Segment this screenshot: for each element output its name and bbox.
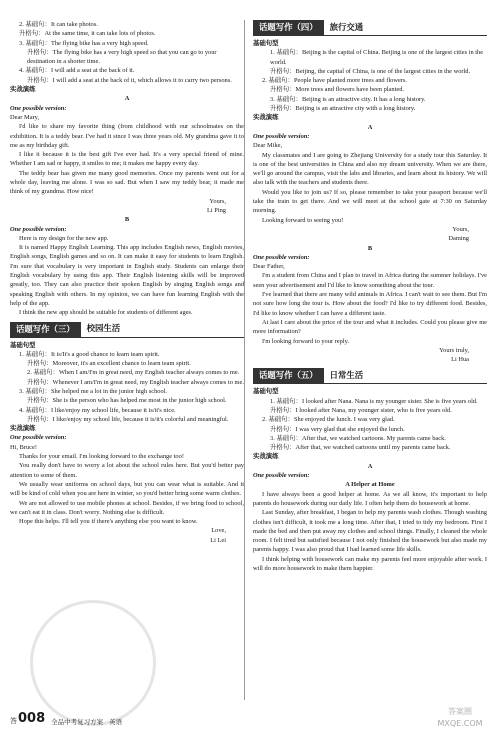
text-line: 2. 基础句：When I am/I'm in great need, my English teacher always comes to me.	[27, 369, 240, 377]
section-header-4	[253, 20, 487, 36]
text-line: I have always been a good helper at home. As we all know, it's important to help parents do housework during our daily life. I often help them do housework at home.	[253, 490, 487, 507]
text-line: 升格句：I like/enjoy my school life, because it is/it's colorful and meaningful.	[27, 415, 229, 423]
text-line: Love,	[211, 527, 226, 535]
text-line: My classmates and I are going to Zhejiang University for a study tour this Saturday. It is one of the best universities in China and also my dream university. When we are there, we'll go around the campus, visit the labs and libraries, and learn about its history. We will also talk with the teachers and students there.	[253, 151, 487, 187]
section-tag: 话题写作（三）	[10, 322, 81, 337]
left-column	[10, 20, 244, 545]
section-subtitle: 校园生活	[86, 323, 121, 334]
possible-version-label: One possible version:	[253, 472, 310, 480]
possible-version-label: One possible version:	[10, 225, 67, 233]
text-line: We usually wear uniforms on school days, but you can wear what is suitable. And it will be kind of cold when you are here in winter, so you'd better bring some warm clothes.	[10, 480, 244, 498]
text-line: Looking forward to seeing you!	[262, 216, 344, 224]
text-line: 升格句：Whenever I am/I'm in great need, my English teacher always comes to me.	[27, 378, 244, 386]
letter-a	[10, 113, 244, 215]
text-line: Hope this helps. I'll tell you if there's anything else you want to know.	[19, 518, 198, 526]
text-line: 2. 基础句：She enjoyed the lunch. I was very glad.	[262, 416, 395, 424]
possible-version-label: One possible version:	[253, 253, 310, 261]
letter-a	[253, 141, 487, 243]
text-line: It is named Happy English Learning. This app includes English news, English movies, English songs, English games and so on. It can make it easy for students to learn English. I'm sure that vocabulary is very important in English study. Students can enlarge their English vocabulary by using this app. Their English listening skills will be improved greatly, too. They can also practice their spoken English by singing English songs and speaking English with others. In my opinion, we can have fun learning English with the help of the app.	[10, 244, 244, 307]
text-line: 1. 基础句：I looked after Nana. Nana is my younger sister. She is five years old.	[270, 397, 478, 405]
text-line: 2. 基础句：People have planted more trees and flowers.	[262, 77, 407, 85]
left-top-lines	[10, 20, 244, 85]
practice-label: 实战演练	[253, 453, 279, 461]
text-line: At last I care about the price of the tour and what it includes. Could you please give me more information?	[253, 318, 487, 336]
letter-c	[10, 443, 244, 545]
letter-b	[253, 262, 487, 364]
text-line: 4. 基础句：I like/enjoy my school life, because it is/it's nice.	[19, 406, 176, 414]
faded-stamp	[30, 600, 156, 726]
footer-prefix: 答	[10, 717, 17, 725]
possible-version-label: One possible version:	[253, 132, 310, 140]
section-tag: 话题写作（四）	[253, 20, 324, 35]
text-line: 4. 基础句：I will add a seat at the back of it.	[19, 67, 135, 75]
text-line: I'm a student from China and I plan to travel in Africa during the summer holidays. I've seen your advertisement and I'd like to know something about the tour.	[253, 272, 487, 289]
text-line: 3. 基础句：The flying bike has a very high speed.	[19, 39, 149, 47]
basics-label: 基础句型	[253, 388, 279, 396]
text-line: Li Lei	[210, 536, 226, 544]
section-b-label: B	[367, 244, 373, 252]
text-line: Yours,	[452, 225, 469, 233]
text-line: 升格句：I was very glad that she enjoyed the lunch.	[270, 425, 405, 433]
basics-label: 基础句型	[10, 341, 36, 349]
page-number: 008	[18, 711, 46, 726]
section-header-3	[10, 322, 244, 338]
section-5-lines	[253, 397, 487, 453]
text-line: 3. 基础句：She helped me a lot in the junior high school.	[19, 387, 168, 395]
text-line: I think helping with housework can make my parents feel more enjoyable after work. I will do more housework to make them happier.	[253, 555, 487, 573]
section-a-label: A	[367, 462, 373, 470]
text-line: 2. 基础句：It can take photos.	[19, 21, 98, 28]
watermark-logo: 答案圈 MXQE.COM	[437, 707, 483, 728]
text-line: You really don't have to worry a lot about the school rules here. But you'd better pay attention to some of them.	[10, 462, 244, 479]
section-a-label: A	[367, 123, 373, 131]
text-line: Dear Father,	[253, 263, 285, 271]
section-3-lines	[10, 350, 244, 424]
essay-body	[253, 490, 487, 574]
practice-label: 实战演练	[10, 425, 36, 433]
text-line: 升格句：At the same time, it can take lots of photos.	[19, 30, 156, 38]
section-subtitle: 日常生活	[329, 370, 364, 381]
text-line: I'd like to share my favorite thing (from childhood with our schoolmates on the exhibition. It is a teddy bear. I've had it since I was three years old. My grandma gave it to me as my birthday gift.	[10, 123, 244, 149]
subject-label: 英语	[109, 718, 123, 726]
text-line: 升格句：Beijing is an attractive city with a long history.	[270, 105, 416, 113]
text-line: Last Sunday, after breakfast, I began to help my parents wash clothes. Though washing clothes isn't difficult, it took me a long time. After that, I tried to tidy my bedroom. First I made the bed and then put away my clothes and school things. Finally, I cleaned the whole room. I felt tired but satisfied because I not only finished the housework but also made my parents happy. I was also proud that I had learned some life skills.	[253, 509, 487, 554]
text-line: 3. 基础句：After that, we watched cartoons. My parents came back.	[270, 434, 446, 442]
text-line: 升格句：After that, we watched cartoons until my parents came back.	[270, 444, 451, 452]
text-line: Dear Mike,	[253, 142, 283, 150]
text-line: 1. 基础句：It is/It's a good chance to learn team spirit.	[19, 350, 160, 358]
text-line: 3. 基础句：Beijing is an attractive city. It has a long history.	[270, 95, 426, 103]
text-line: We are not allowed to use mobile phones at school. Besides, if we bring food to school, we can't eat it in class. Don't worry. Nothing else is difficult.	[10, 499, 244, 516]
text-line: 升格句：More trees and flowers have been planted.	[270, 86, 404, 94]
text-line: Would you like to join us? If so, please remember to take your passport because we'll take the train to get there. And we will meet at the school gate at 7:30 on Saturday morning.	[253, 188, 487, 215]
text-line: 升格句：Moreover, it's an excellent chance to learn team spirit.	[27, 360, 191, 368]
text-line: Hi, Bruce!	[10, 443, 37, 451]
section-header-5	[253, 368, 487, 384]
text-line: I think the new app should be suitable for students of different ages.	[19, 309, 193, 317]
essay-title: A Helper at Home	[345, 481, 395, 489]
text-line: 升格句：I looked after Nana, my younger sister, who is five years old.	[270, 406, 452, 414]
section-4-lines	[253, 48, 487, 113]
letter-b	[10, 234, 244, 318]
basics-label: 基础句型	[253, 40, 279, 47]
text-line: Li Ping	[207, 206, 226, 214]
practice-label: 实战演练	[10, 86, 36, 94]
text-line: Yours truly,	[439, 346, 469, 354]
section-subtitle: 旅行交通	[329, 21, 364, 32]
section-a-label: A	[124, 95, 130, 103]
book-title: 全品中考复习方案	[51, 718, 104, 726]
text-line: 升格句：The flying bike has a very high speed so that you can go to your destination in a shorter time.	[27, 48, 217, 66]
practice-label: 实战演练	[253, 114, 279, 122]
section-b-label: B	[124, 216, 130, 224]
text-line: I'm looking forward to your reply.	[262, 337, 349, 345]
possible-version-label: One possible version:	[10, 104, 67, 112]
text-line: 升格句：Beijing, the capital of China, is one of the largest cities in the world.	[270, 67, 471, 75]
text-line: Yours,	[209, 197, 226, 205]
text-line: I like it because it is the best gift I've ever had. It's a very special friend of mine. Whether I am sad or happy, it smiles to me; it makes me happy every day.	[10, 151, 244, 168]
text-line: Li Hua	[451, 356, 469, 364]
possible-version-label: One possible version:	[10, 434, 67, 442]
column-divider	[244, 20, 245, 700]
text-line: Here is my design for the new app.	[19, 234, 109, 242]
page-footer	[10, 711, 122, 726]
text-line: 升格句：I will add a seat at the back of it, which allows it to carry two persons.	[27, 76, 232, 84]
text-line: 1. 基础句：Beijing is the capital of China. Beijing is one of the largest cities in the world.	[270, 49, 484, 66]
text-line: 升格句：She is the person who has helped me most in the junior high school.	[27, 397, 227, 405]
text-line: Daming	[448, 235, 469, 243]
section-tag: 话题写作（五）	[253, 368, 324, 383]
text-line: The teddy bear has given me many good memories. Once my parents went out for a whole day, leaving me alone. I was so sad. But when I saw my teddy bear, it made me think of my grandma. How nice!	[10, 169, 244, 196]
text-line: Thanks for your email. I'm looking forward to the exchange too!	[19, 453, 184, 461]
text-line: I've learned that there are many wild animals in Africa. I can't wait to see them. But I'm not sure how long the tour is. How about the food? I'd like to try different food. Besides, I'd like to know whether I can have a different taste.	[253, 291, 487, 317]
text-line: Dear Mary,	[10, 113, 40, 121]
right-column	[253, 20, 487, 573]
